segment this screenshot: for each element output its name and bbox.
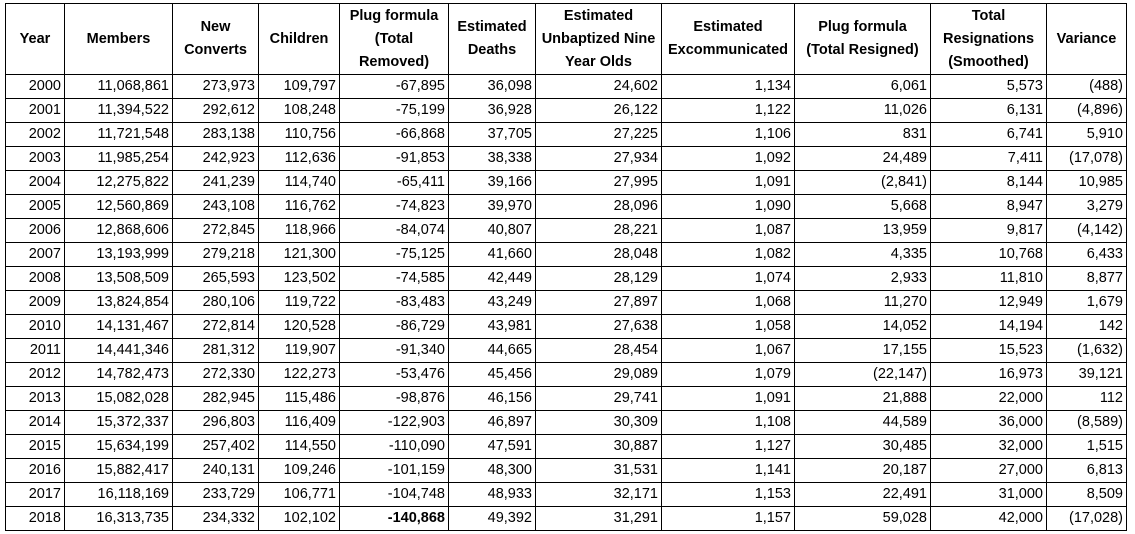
cell-unbaptized-nine-year-olds[interactable]: 28,129: [536, 267, 662, 291]
cell-members[interactable]: 16,118,169: [65, 483, 173, 507]
cell-estimated-deaths[interactable]: 39,970: [449, 195, 536, 219]
cell-estimated-excommunicated[interactable]: 1,091: [662, 387, 795, 411]
col-header-total-removed[interactable]: Plug formula (Total Removed): [340, 4, 449, 75]
cell-year[interactable]: 2012: [6, 363, 65, 387]
cell-members[interactable]: 13,824,854: [65, 291, 173, 315]
cell-total-removed[interactable]: -75,125: [340, 243, 449, 267]
cell-year[interactable]: 2016: [6, 459, 65, 483]
cell-total-removed[interactable]: -98,876: [340, 387, 449, 411]
col-header-variance[interactable]: Variance: [1047, 4, 1127, 75]
cell-variance[interactable]: 5,910: [1047, 123, 1127, 147]
table-row: [6, 243, 1127, 267]
cell-members[interactable]: 14,441,346: [65, 339, 173, 363]
cell-children[interactable]: 106,771: [259, 483, 340, 507]
cell-new-converts[interactable]: 272,845: [173, 219, 259, 243]
cell-estimated-excommunicated[interactable]: 1,134: [662, 75, 795, 99]
cell-year[interactable]: 2007: [6, 243, 65, 267]
cell-members[interactable]: 11,394,522: [65, 99, 173, 123]
cell-unbaptized-nine-year-olds[interactable]: 28,096: [536, 195, 662, 219]
cell-variance[interactable]: (4,896): [1047, 99, 1127, 123]
cell-new-converts[interactable]: 292,612: [173, 99, 259, 123]
col-header-estimated-deaths[interactable]: Estimated Deaths: [449, 4, 536, 75]
cell-year[interactable]: 2014: [6, 411, 65, 435]
cell-new-converts[interactable]: 279,218: [173, 243, 259, 267]
cell-total-resigned[interactable]: 17,155: [795, 339, 931, 363]
header-row: [6, 4, 1127, 75]
cell-total-removed[interactable]: -91,853: [340, 147, 449, 171]
cell-total-resignations-smoothed[interactable]: 14,194: [931, 315, 1047, 339]
cell-estimated-deaths[interactable]: 41,660: [449, 243, 536, 267]
cell-variance[interactable]: (488): [1047, 75, 1127, 99]
cell-total-removed[interactable]: -83,483: [340, 291, 449, 315]
cell-estimated-deaths[interactable]: 48,300: [449, 459, 536, 483]
cell-total-resigned[interactable]: 13,959: [795, 219, 931, 243]
table-row: [6, 171, 1127, 195]
cell-total-removed[interactable]: -140,868: [340, 507, 449, 531]
cell-estimated-deaths[interactable]: 40,807: [449, 219, 536, 243]
cell-members[interactable]: 12,868,606: [65, 219, 173, 243]
cell-unbaptized-nine-year-olds[interactable]: 27,638: [536, 315, 662, 339]
table-row: [6, 123, 1127, 147]
cell-new-converts[interactable]: 283,138: [173, 123, 259, 147]
cell-new-converts[interactable]: 241,239: [173, 171, 259, 195]
cell-year[interactable]: 2003: [6, 147, 65, 171]
cell-members[interactable]: 13,508,509: [65, 267, 173, 291]
cell-children[interactable]: 109,246: [259, 459, 340, 483]
cell-total-resignations-smoothed[interactable]: 8,947: [931, 195, 1047, 219]
cell-estimated-excommunicated[interactable]: 1,141: [662, 459, 795, 483]
cell-unbaptized-nine-year-olds[interactable]: 30,309: [536, 411, 662, 435]
membership-table: [5, 3, 1127, 531]
cell-total-resignations-smoothed[interactable]: 6,741: [931, 123, 1047, 147]
cell-variance[interactable]: 6,813: [1047, 459, 1127, 483]
cell-total-resigned[interactable]: (2,841): [795, 171, 931, 195]
cell-year[interactable]: 2000: [6, 75, 65, 99]
cell-new-converts[interactable]: 243,108: [173, 195, 259, 219]
spreadsheet-view: [5, 3, 1127, 531]
col-header-year[interactable]: Year: [6, 4, 65, 75]
cell-total-resignations-smoothed[interactable]: 31,000: [931, 483, 1047, 507]
cell-estimated-deaths[interactable]: 46,156: [449, 387, 536, 411]
cell-new-converts[interactable]: 280,106: [173, 291, 259, 315]
cell-total-removed[interactable]: -74,585: [340, 267, 449, 291]
cell-unbaptized-nine-year-olds[interactable]: 31,291: [536, 507, 662, 531]
cell-variance[interactable]: 10,985: [1047, 171, 1127, 195]
table-row: [6, 411, 1127, 435]
cell-children[interactable]: 112,636: [259, 147, 340, 171]
cell-total-resigned[interactable]: 4,335: [795, 243, 931, 267]
cell-new-converts[interactable]: 281,312: [173, 339, 259, 363]
cell-children[interactable]: 115,486: [259, 387, 340, 411]
cell-total-resignations-smoothed[interactable]: 42,000: [931, 507, 1047, 531]
cell-children[interactable]: 114,550: [259, 435, 340, 459]
cell-total-resigned[interactable]: 14,052: [795, 315, 931, 339]
cell-estimated-deaths[interactable]: 36,098: [449, 75, 536, 99]
cell-total-resignations-smoothed[interactable]: 9,817: [931, 219, 1047, 243]
cell-new-converts[interactable]: 282,945: [173, 387, 259, 411]
cell-estimated-deaths[interactable]: 43,981: [449, 315, 536, 339]
cell-estimated-excommunicated[interactable]: 1,058: [662, 315, 795, 339]
cell-variance[interactable]: (1,632): [1047, 339, 1127, 363]
cell-members[interactable]: 15,372,337: [65, 411, 173, 435]
cell-total-resignations-smoothed[interactable]: 16,973: [931, 363, 1047, 387]
cell-total-removed[interactable]: -74,823: [340, 195, 449, 219]
col-header-unbaptized-nine-year-olds[interactable]: Estimated Unbaptized Nine Year Olds: [536, 4, 662, 75]
cell-variance[interactable]: 6,433: [1047, 243, 1127, 267]
cell-unbaptized-nine-year-olds[interactable]: 28,454: [536, 339, 662, 363]
cell-unbaptized-nine-year-olds[interactable]: 31,531: [536, 459, 662, 483]
cell-new-converts[interactable]: 234,332: [173, 507, 259, 531]
cell-estimated-deaths[interactable]: 42,449: [449, 267, 536, 291]
cell-estimated-excommunicated[interactable]: 1,106: [662, 123, 795, 147]
cell-unbaptized-nine-year-olds[interactable]: 27,897: [536, 291, 662, 315]
cell-estimated-deaths[interactable]: 46,897: [449, 411, 536, 435]
cell-members[interactable]: 12,275,822: [65, 171, 173, 195]
cell-members[interactable]: 11,985,254: [65, 147, 173, 171]
table-row: [6, 339, 1127, 363]
cell-year[interactable]: 2015: [6, 435, 65, 459]
cell-year[interactable]: 2005: [6, 195, 65, 219]
cell-total-removed[interactable]: -91,340: [340, 339, 449, 363]
cell-estimated-excommunicated[interactable]: 1,091: [662, 171, 795, 195]
cell-total-resignations-smoothed[interactable]: 5,573: [931, 75, 1047, 99]
cell-new-converts[interactable]: 240,131: [173, 459, 259, 483]
cell-total-resignations-smoothed[interactable]: 6,131: [931, 99, 1047, 123]
cell-year[interactable]: 2004: [6, 171, 65, 195]
cell-unbaptized-nine-year-olds[interactable]: 32,171: [536, 483, 662, 507]
cell-unbaptized-nine-year-olds[interactable]: 28,048: [536, 243, 662, 267]
table-row: [6, 219, 1127, 243]
cell-estimated-deaths[interactable]: 44,665: [449, 339, 536, 363]
cell-estimated-deaths[interactable]: 36,928: [449, 99, 536, 123]
cell-estimated-deaths[interactable]: 37,705: [449, 123, 536, 147]
cell-total-resigned[interactable]: 30,485: [795, 435, 931, 459]
cell-total-resigned[interactable]: 2,933: [795, 267, 931, 291]
cell-total-resignations-smoothed[interactable]: 27,000: [931, 459, 1047, 483]
cell-members[interactable]: 12,560,869: [65, 195, 173, 219]
cell-year[interactable]: 2017: [6, 483, 65, 507]
cell-new-converts[interactable]: 272,330: [173, 363, 259, 387]
table-row: [6, 267, 1127, 291]
table-row: [6, 483, 1127, 507]
cell-total-resigned[interactable]: 6,061: [795, 75, 931, 99]
cell-unbaptized-nine-year-olds[interactable]: 29,089: [536, 363, 662, 387]
table-row: [6, 507, 1127, 531]
table-row: [6, 195, 1127, 219]
cell-total-removed[interactable]: -104,748: [340, 483, 449, 507]
cell-variance[interactable]: 3,279: [1047, 195, 1127, 219]
cell-estimated-deaths[interactable]: 43,249: [449, 291, 536, 315]
cell-estimated-excommunicated[interactable]: 1,068: [662, 291, 795, 315]
cell-unbaptized-nine-year-olds[interactable]: 26,122: [536, 99, 662, 123]
cell-total-resignations-smoothed[interactable]: 32,000: [931, 435, 1047, 459]
cell-members[interactable]: 11,068,861: [65, 75, 173, 99]
cell-unbaptized-nine-year-olds[interactable]: 29,741: [536, 387, 662, 411]
cell-total-resignations-smoothed[interactable]: 15,523: [931, 339, 1047, 363]
cell-unbaptized-nine-year-olds[interactable]: 27,995: [536, 171, 662, 195]
cell-total-removed[interactable]: -84,074: [340, 219, 449, 243]
cell-members[interactable]: 11,721,548: [65, 123, 173, 147]
cell-estimated-deaths[interactable]: 39,166: [449, 171, 536, 195]
cell-new-converts[interactable]: 265,593: [173, 267, 259, 291]
cell-variance[interactable]: 39,121: [1047, 363, 1127, 387]
cell-estimated-deaths[interactable]: 38,338: [449, 147, 536, 171]
cell-unbaptized-nine-year-olds[interactable]: 30,887: [536, 435, 662, 459]
cell-new-converts[interactable]: 242,923: [173, 147, 259, 171]
table-row: [6, 459, 1127, 483]
cell-total-resigned[interactable]: 24,489: [795, 147, 931, 171]
cell-total-removed[interactable]: -67,895: [340, 75, 449, 99]
cell-children[interactable]: 119,722: [259, 291, 340, 315]
cell-members[interactable]: 15,082,028: [65, 387, 173, 411]
cell-members[interactable]: 13,193,999: [65, 243, 173, 267]
cell-total-resigned[interactable]: 11,026: [795, 99, 931, 123]
cell-estimated-excommunicated[interactable]: 1,092: [662, 147, 795, 171]
cell-total-removed[interactable]: -110,090: [340, 435, 449, 459]
cell-total-resignations-smoothed[interactable]: 7,411: [931, 147, 1047, 171]
col-header-total-resigned[interactable]: Plug formula (Total Resigned): [795, 4, 931, 75]
cell-total-resigned[interactable]: 831: [795, 123, 931, 147]
cell-estimated-excommunicated[interactable]: 1,067: [662, 339, 795, 363]
cell-variance[interactable]: (17,028): [1047, 507, 1127, 531]
cell-total-resigned[interactable]: 22,491: [795, 483, 931, 507]
col-header-members[interactable]: Members: [65, 4, 173, 75]
cell-estimated-excommunicated[interactable]: 1,157: [662, 507, 795, 531]
cell-estimated-deaths[interactable]: 45,456: [449, 363, 536, 387]
table-row: [6, 315, 1127, 339]
cell-children[interactable]: 110,756: [259, 123, 340, 147]
cell-total-resignations-smoothed[interactable]: 11,810: [931, 267, 1047, 291]
cell-variance[interactable]: 142: [1047, 315, 1127, 339]
table-body: [6, 75, 1127, 531]
cell-new-converts[interactable]: 273,973: [173, 75, 259, 99]
table-row: [6, 99, 1127, 123]
cell-estimated-excommunicated[interactable]: 1,087: [662, 219, 795, 243]
cell-estimated-excommunicated[interactable]: 1,074: [662, 267, 795, 291]
cell-total-resigned[interactable]: 59,028: [795, 507, 931, 531]
table-row: [6, 435, 1127, 459]
table-row: [6, 291, 1127, 315]
col-header-children[interactable]: Children: [259, 4, 340, 75]
cell-children[interactable]: 123,502: [259, 267, 340, 291]
cell-children[interactable]: 109,797: [259, 75, 340, 99]
cell-estimated-excommunicated[interactable]: 1,079: [662, 363, 795, 387]
cell-new-converts[interactable]: 272,814: [173, 315, 259, 339]
cell-year[interactable]: 2006: [6, 219, 65, 243]
cell-variance[interactable]: (17,078): [1047, 147, 1127, 171]
cell-total-removed[interactable]: -86,729: [340, 315, 449, 339]
cell-unbaptized-nine-year-olds[interactable]: 24,602: [536, 75, 662, 99]
cell-total-resignations-smoothed[interactable]: 8,144: [931, 171, 1047, 195]
cell-total-resignations-smoothed[interactable]: 12,949: [931, 291, 1047, 315]
cell-estimated-excommunicated[interactable]: 1,127: [662, 435, 795, 459]
cell-children[interactable]: 108,248: [259, 99, 340, 123]
cell-total-resigned[interactable]: 21,888: [795, 387, 931, 411]
col-header-estimated-excommunicated[interactable]: Estimated Excommunicated: [662, 4, 795, 75]
cell-total-resignations-smoothed[interactable]: 22,000: [931, 387, 1047, 411]
col-header-total-resignations-smoothed[interactable]: Total Resignations (Smoothed): [931, 4, 1047, 75]
cell-children[interactable]: 118,966: [259, 219, 340, 243]
cell-members[interactable]: 16,313,735: [65, 507, 173, 531]
cell-total-resigned[interactable]: 20,187: [795, 459, 931, 483]
cell-estimated-excommunicated[interactable]: 1,090: [662, 195, 795, 219]
cell-new-converts[interactable]: 257,402: [173, 435, 259, 459]
table-row: [6, 75, 1127, 99]
cell-year[interactable]: 2002: [6, 123, 65, 147]
cell-estimated-excommunicated[interactable]: 1,153: [662, 483, 795, 507]
cell-members[interactable]: 15,882,417: [65, 459, 173, 483]
cell-variance[interactable]: 1,679: [1047, 291, 1127, 315]
cell-children[interactable]: 119,907: [259, 339, 340, 363]
cell-estimated-excommunicated[interactable]: 1,082: [662, 243, 795, 267]
cell-estimated-deaths[interactable]: 49,392: [449, 507, 536, 531]
cell-total-removed[interactable]: -53,476: [340, 363, 449, 387]
cell-variance[interactable]: 8,877: [1047, 267, 1127, 291]
cell-variance[interactable]: (4,142): [1047, 219, 1127, 243]
cell-year[interactable]: 2011: [6, 339, 65, 363]
cell-variance[interactable]: 8,509: [1047, 483, 1127, 507]
cell-unbaptized-nine-year-olds[interactable]: 27,934: [536, 147, 662, 171]
col-header-new-converts[interactable]: New Converts: [173, 4, 259, 75]
cell-variance[interactable]: 112: [1047, 387, 1127, 411]
cell-unbaptized-nine-year-olds[interactable]: 28,221: [536, 219, 662, 243]
cell-estimated-deaths[interactable]: 47,591: [449, 435, 536, 459]
cell-new-converts[interactable]: 233,729: [173, 483, 259, 507]
cell-total-resigned[interactable]: (22,147): [795, 363, 931, 387]
cell-total-removed[interactable]: -65,411: [340, 171, 449, 195]
cell-estimated-excommunicated[interactable]: 1,122: [662, 99, 795, 123]
cell-total-removed[interactable]: -75,199: [340, 99, 449, 123]
table-row: [6, 363, 1127, 387]
cell-year[interactable]: 2010: [6, 315, 65, 339]
cell-members[interactable]: 14,131,467: [65, 315, 173, 339]
cell-total-removed[interactable]: -66,868: [340, 123, 449, 147]
cell-year[interactable]: 2008: [6, 267, 65, 291]
cell-children[interactable]: 121,300: [259, 243, 340, 267]
cell-children[interactable]: 120,528: [259, 315, 340, 339]
cell-children[interactable]: 102,102: [259, 507, 340, 531]
cell-total-resignations-smoothed[interactable]: 10,768: [931, 243, 1047, 267]
cell-total-resigned[interactable]: 44,589: [795, 411, 931, 435]
cell-year[interactable]: 2009: [6, 291, 65, 315]
cell-total-removed[interactable]: -122,903: [340, 411, 449, 435]
table-row: [6, 147, 1127, 171]
cell-total-resignations-smoothed[interactable]: 36,000: [931, 411, 1047, 435]
table-row: [6, 387, 1127, 411]
cell-estimated-excommunicated[interactable]: 1,108: [662, 411, 795, 435]
cell-new-converts[interactable]: 296,803: [173, 411, 259, 435]
cell-members[interactable]: 14,782,473: [65, 363, 173, 387]
cell-total-resigned[interactable]: 5,668: [795, 195, 931, 219]
cell-unbaptized-nine-year-olds[interactable]: 27,225: [536, 123, 662, 147]
cell-estimated-deaths[interactable]: 48,933: [449, 483, 536, 507]
cell-children[interactable]: 122,273: [259, 363, 340, 387]
cell-variance[interactable]: 1,515: [1047, 435, 1127, 459]
cell-members[interactable]: 15,634,199: [65, 435, 173, 459]
cell-year[interactable]: 2013: [6, 387, 65, 411]
cell-children[interactable]: 114,740: [259, 171, 340, 195]
cell-year[interactable]: 2001: [6, 99, 65, 123]
cell-total-resigned[interactable]: 11,270: [795, 291, 931, 315]
cell-variance[interactable]: (8,589): [1047, 411, 1127, 435]
cell-children[interactable]: 116,409: [259, 411, 340, 435]
cell-total-removed[interactable]: -101,159: [340, 459, 449, 483]
cell-year[interactable]: 2018: [6, 507, 65, 531]
cell-children[interactable]: 116,762: [259, 195, 340, 219]
